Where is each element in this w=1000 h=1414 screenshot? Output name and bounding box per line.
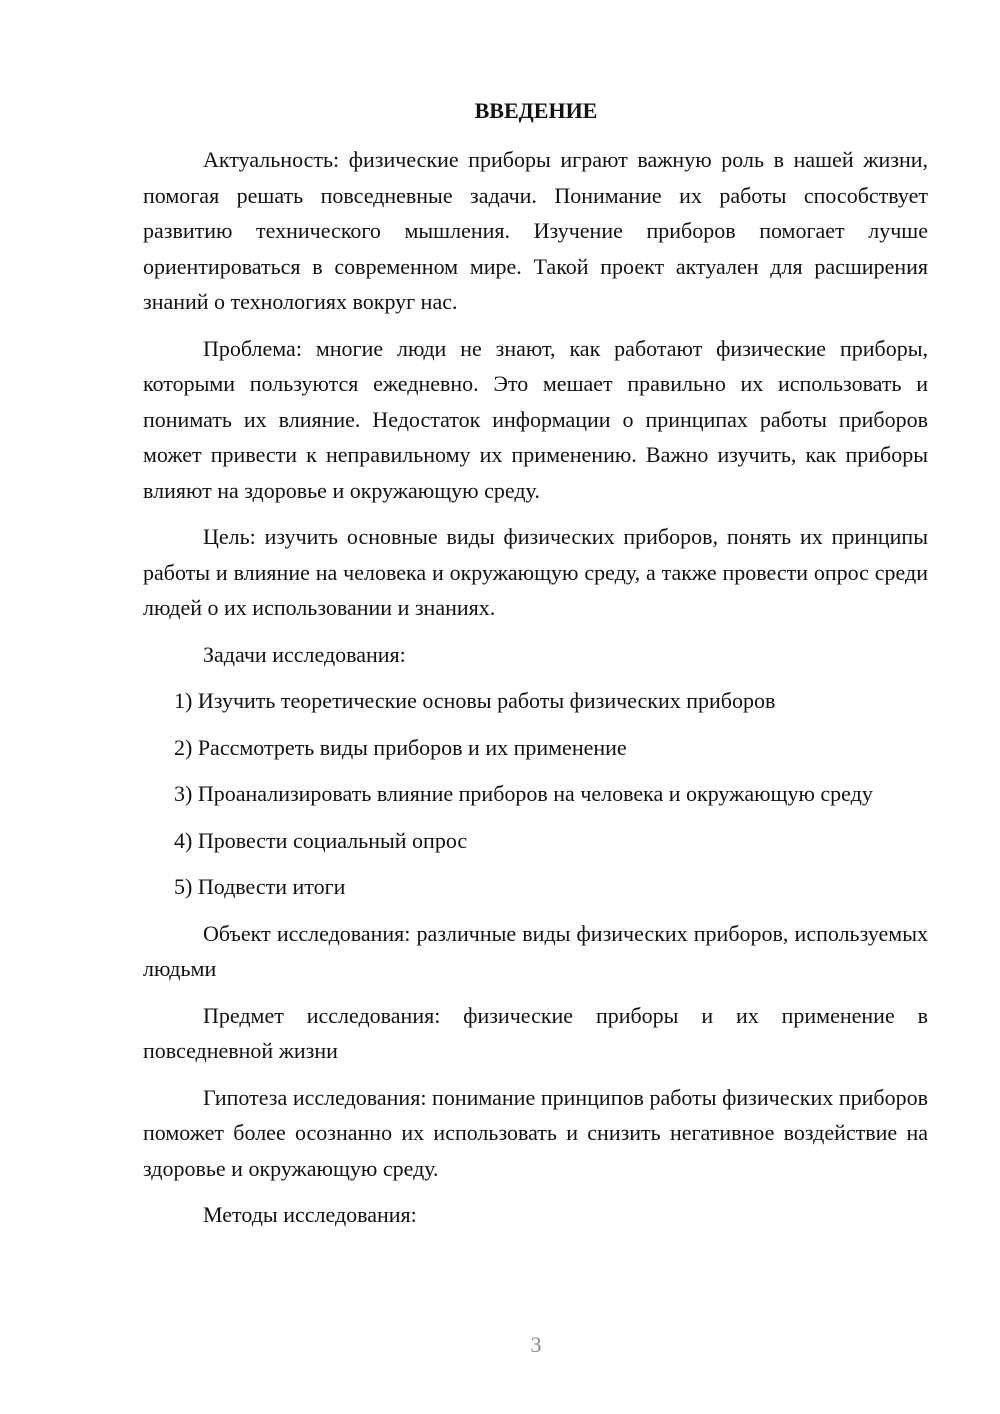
paragraph-goal: Цель: изучить основные виды физических приборов, понять их принципы работы и влияние на человека и окружающую среду, а также провести опрос среди людей о их использовании и знаниях. (143, 524, 928, 620)
tasks-heading: Задачи исследования: (203, 641, 406, 667)
paragraph-problem: Проблема: многие люди не знают, как работают физические приборы, которыми пользуются ежедневно. Это мешает правильно их использовать и понимать их влияние. Недостаток информации о принципах работы приборов может привести к неправильному их применению. Важно изучить, как приборы влияют на здоровье и окружающую среду. (143, 335, 928, 503)
methods-heading: Методы исследования: (203, 1202, 417, 1227)
paragraph-hypothesis: Гипотеза исследования: понимание принципов работы физических приборов поможет более осознанно их использовать и снизить негативное воздействие на здоровье и окружающую среду. (143, 1084, 928, 1181)
page-number: 3 (530, 1332, 542, 1357)
task-item: 1) Изучить теоретические основы работы физических приборов (174, 688, 776, 713)
body-text (143, 142, 928, 1244)
task-item: 3) Проанализировать влияние приборов на человека и окружающую среду (174, 781, 873, 806)
task-item: 4) Провести социальный опрос (174, 827, 468, 853)
paragraph-relevance: Актуальность: физические приборы играют важную роль в нашей жизни, помогая решать повседневные задачи. Понимание их работы способствует развитию технического мышления. Изучение приборов помогает лучше ориентироваться в современном мире. Такой проект актуален для расширения знаний о технологиях вокруг нас. (143, 147, 928, 314)
paragraph-subject: Предмет исследования: физические приборы и их применение в повседневной жизни (143, 1002, 928, 1063)
task-item: 5) Подвести итоги (174, 874, 346, 899)
section-heading: ВВЕДЕНИЕ (474, 98, 598, 123)
task-item: 2) Рассмотреть виды приборов и их применение (174, 734, 627, 760)
paragraph-object: Объект исследования: различные виды физических приборов, используемых людьми (143, 920, 928, 981)
